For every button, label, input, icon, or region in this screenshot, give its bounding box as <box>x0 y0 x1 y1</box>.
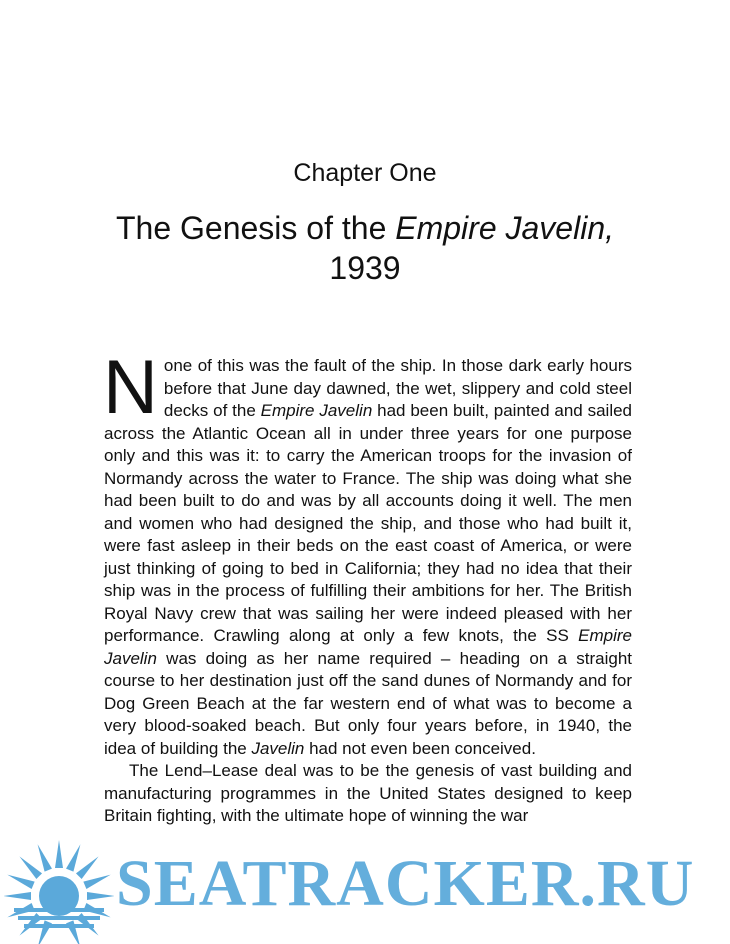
ship-name: Empire Javelin <box>104 626 632 668</box>
chapter-title-ship-name: Empire Javelin, <box>395 210 614 246</box>
text-run: was doing as her name required – heading on a straight course to her destination just off the sand dunes of Normandy and for Dog Green Beach at the far western end of what was to become a very blood-soaked beach. But only four years before, in 1940, the idea of building the <box>104 648 632 758</box>
text-run: had not even been conceived. <box>304 738 536 758</box>
body-text <box>103 345 633 828</box>
paragraph: The Lend–Lease deal was to be the genesis of vast building and manufacturing programmes in the United States designed to keep Britain fighting, with the ultimate hope of winning the war <box>104 761 632 825</box>
chapter-title <box>0 208 730 288</box>
drop-cap: N <box>103 345 158 430</box>
ship-name: Empire Javelin <box>260 401 373 420</box>
ship-name: Javelin <box>251 738 305 758</box>
watermark-text: SEATRACKER.RU <box>116 847 695 920</box>
paragraph <box>103 345 633 760</box>
chapter-title-year: 1939 <box>329 250 401 286</box>
chapter-label: Chapter One <box>293 159 437 187</box>
chapter-title-prefix: The Genesis of the <box>115 210 396 246</box>
sun-icon <box>4 838 114 944</box>
text-run: had been built, painted and sailed across the Atlantic Ocean all in under three years for one purpose only and this was it: to carry the American troops for the invasion of Normandy across the water to France. The ship was doing what she had been built to do and was by all accounts doing it well. The men and women who had designed the ship, and those who had built it, were fast asleep in their beds on the east coast of America, or were just thinking of going to bed in California; they had no idea that their ship was in the process of fulfilling their ambitions for her. The British Royal Navy crew that was sailing her were indeed pleased with her performance. Crawling along at only a few knots, the SS <box>104 401 633 645</box>
text-run: one of this was the fault of the ship. In those dark early hours before that June day dawned, the wet, slippery and cold steel decks of the <box>163 356 632 420</box>
